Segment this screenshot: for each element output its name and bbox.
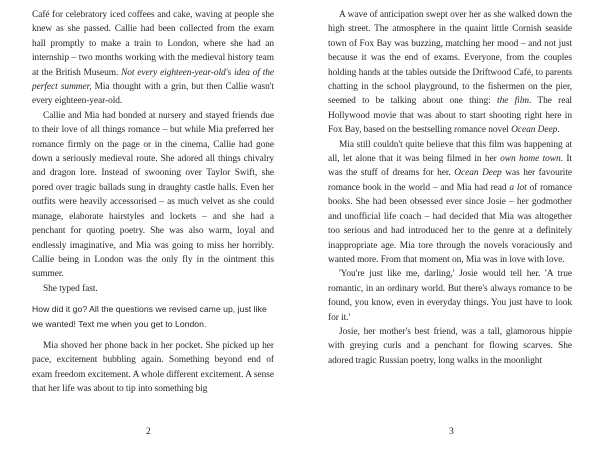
page-number: 2 [146, 427, 151, 437]
paragraph: Mia shoved her phone back in her pocket. She picked up her pace, excitement bubbling again. Something beyond end of exam freedom excitement. A whole different excitement. A sense that her life was about to tip into something big [32, 340, 274, 395]
text-run: . The real Hollywood movie that was about to start shooting right here in Fox Bay, based on the bestselling romance novel [328, 96, 572, 136]
paragraph [328, 138, 572, 268]
paragraph: She typed fast. [43, 283, 98, 294]
paragraph [32, 8, 274, 109]
left-page [32, 8, 274, 397]
text-run: A wave of anticipation swept over her as she walked down the high street. The atmosphere in the quaint little Cornish seaside town of Fox Bay was buzzing, matching her mood – and not just because it was the end of exams. Everyone, from the couples holding hands at the tables outside the Driftwood Café, to parents chatting in the school playground, to the fishermen on the pier, seemed to be talking about one thing: [328, 10, 572, 107]
text-message: How did it go? All the questions we revised came up, just like we wanted! Text me when you get to London. [32, 304, 267, 329]
text-run: of romance books. She had been obsessed ever since Josie – her godmother and unofficial life coach – had decided that Mia was altogether too serious and had introduced her to the genre at a definitely inappropriate age. Mia tore through the novels voraciously and wanted more. From that moment on, Mia was in love with love. [328, 182, 572, 265]
italic-run: own home town [500, 154, 561, 165]
italic-run: the film [497, 96, 529, 107]
italic-run: Not every eighteen-year-old's idea of the perfect summer, [32, 67, 274, 93]
right-page [328, 8, 572, 368]
page-number: 3 [449, 427, 454, 437]
text-run: Mia still couldn't quite believe that this film was happening at all, let alone that it was being filmed in her [328, 139, 572, 165]
text-run: . It was the stuff of dreams for her. [328, 154, 572, 179]
italic-run: Ocean Deep [511, 125, 558, 136]
paragraph: 'You're just like me, darling,' Josie would tell her. 'A true romantic, in an ordinary world. But there's always romance to be found, you know, even in everyday things. You just have to look for it.' [328, 269, 572, 323]
paragraph [328, 8, 572, 138]
text-run: Café for celebratory iced coffees and cake, waving at people she knew as she passed. Callie had been collected from the exam hall promptly to make a train to London, where she had an internship – two months working with the medieval history team at the British Museum. [32, 10, 274, 78]
text-run: Mia thought with a grin, but then Callie wasn't every eighteen-year-old. [32, 82, 274, 107]
italic-run: Ocean Deep [454, 168, 502, 179]
italic-run: a lot [509, 182, 527, 193]
paragraph: Josie, her mother's best friend, was a tall, glamorous hippie with greying curls and a penchant for flowing scarves. She adored tragic Russian poetry, long walks in the moonlight [328, 326, 572, 366]
text-run: . [557, 125, 560, 136]
paragraph [32, 109, 274, 282]
text-run: was her favourite romance book in the world – and Mia had read [328, 168, 572, 193]
text-run: Callie and Mia had bonded at nursery and stayed friends due to their love of all things romance – but while Mia preferred her romance firmly on the page or in the cinema, Callie had gone down a seriously medieval route. She adored all things chivalry and dragon lore. Instead of swooning over Taylor Swift, she pored over tragic ballads sung in draughty castle halls. Even her outfits were heavily accessorised – as much velvet as she could manage, elaborate hairstyles and lockets – and she had a penchant for quoting poetry. She was also warm, loyal and endlessly imaginative, and Mia was going to miss her horribly. Callie being in London was the only fly in the ointment this summer. [32, 110, 274, 280]
